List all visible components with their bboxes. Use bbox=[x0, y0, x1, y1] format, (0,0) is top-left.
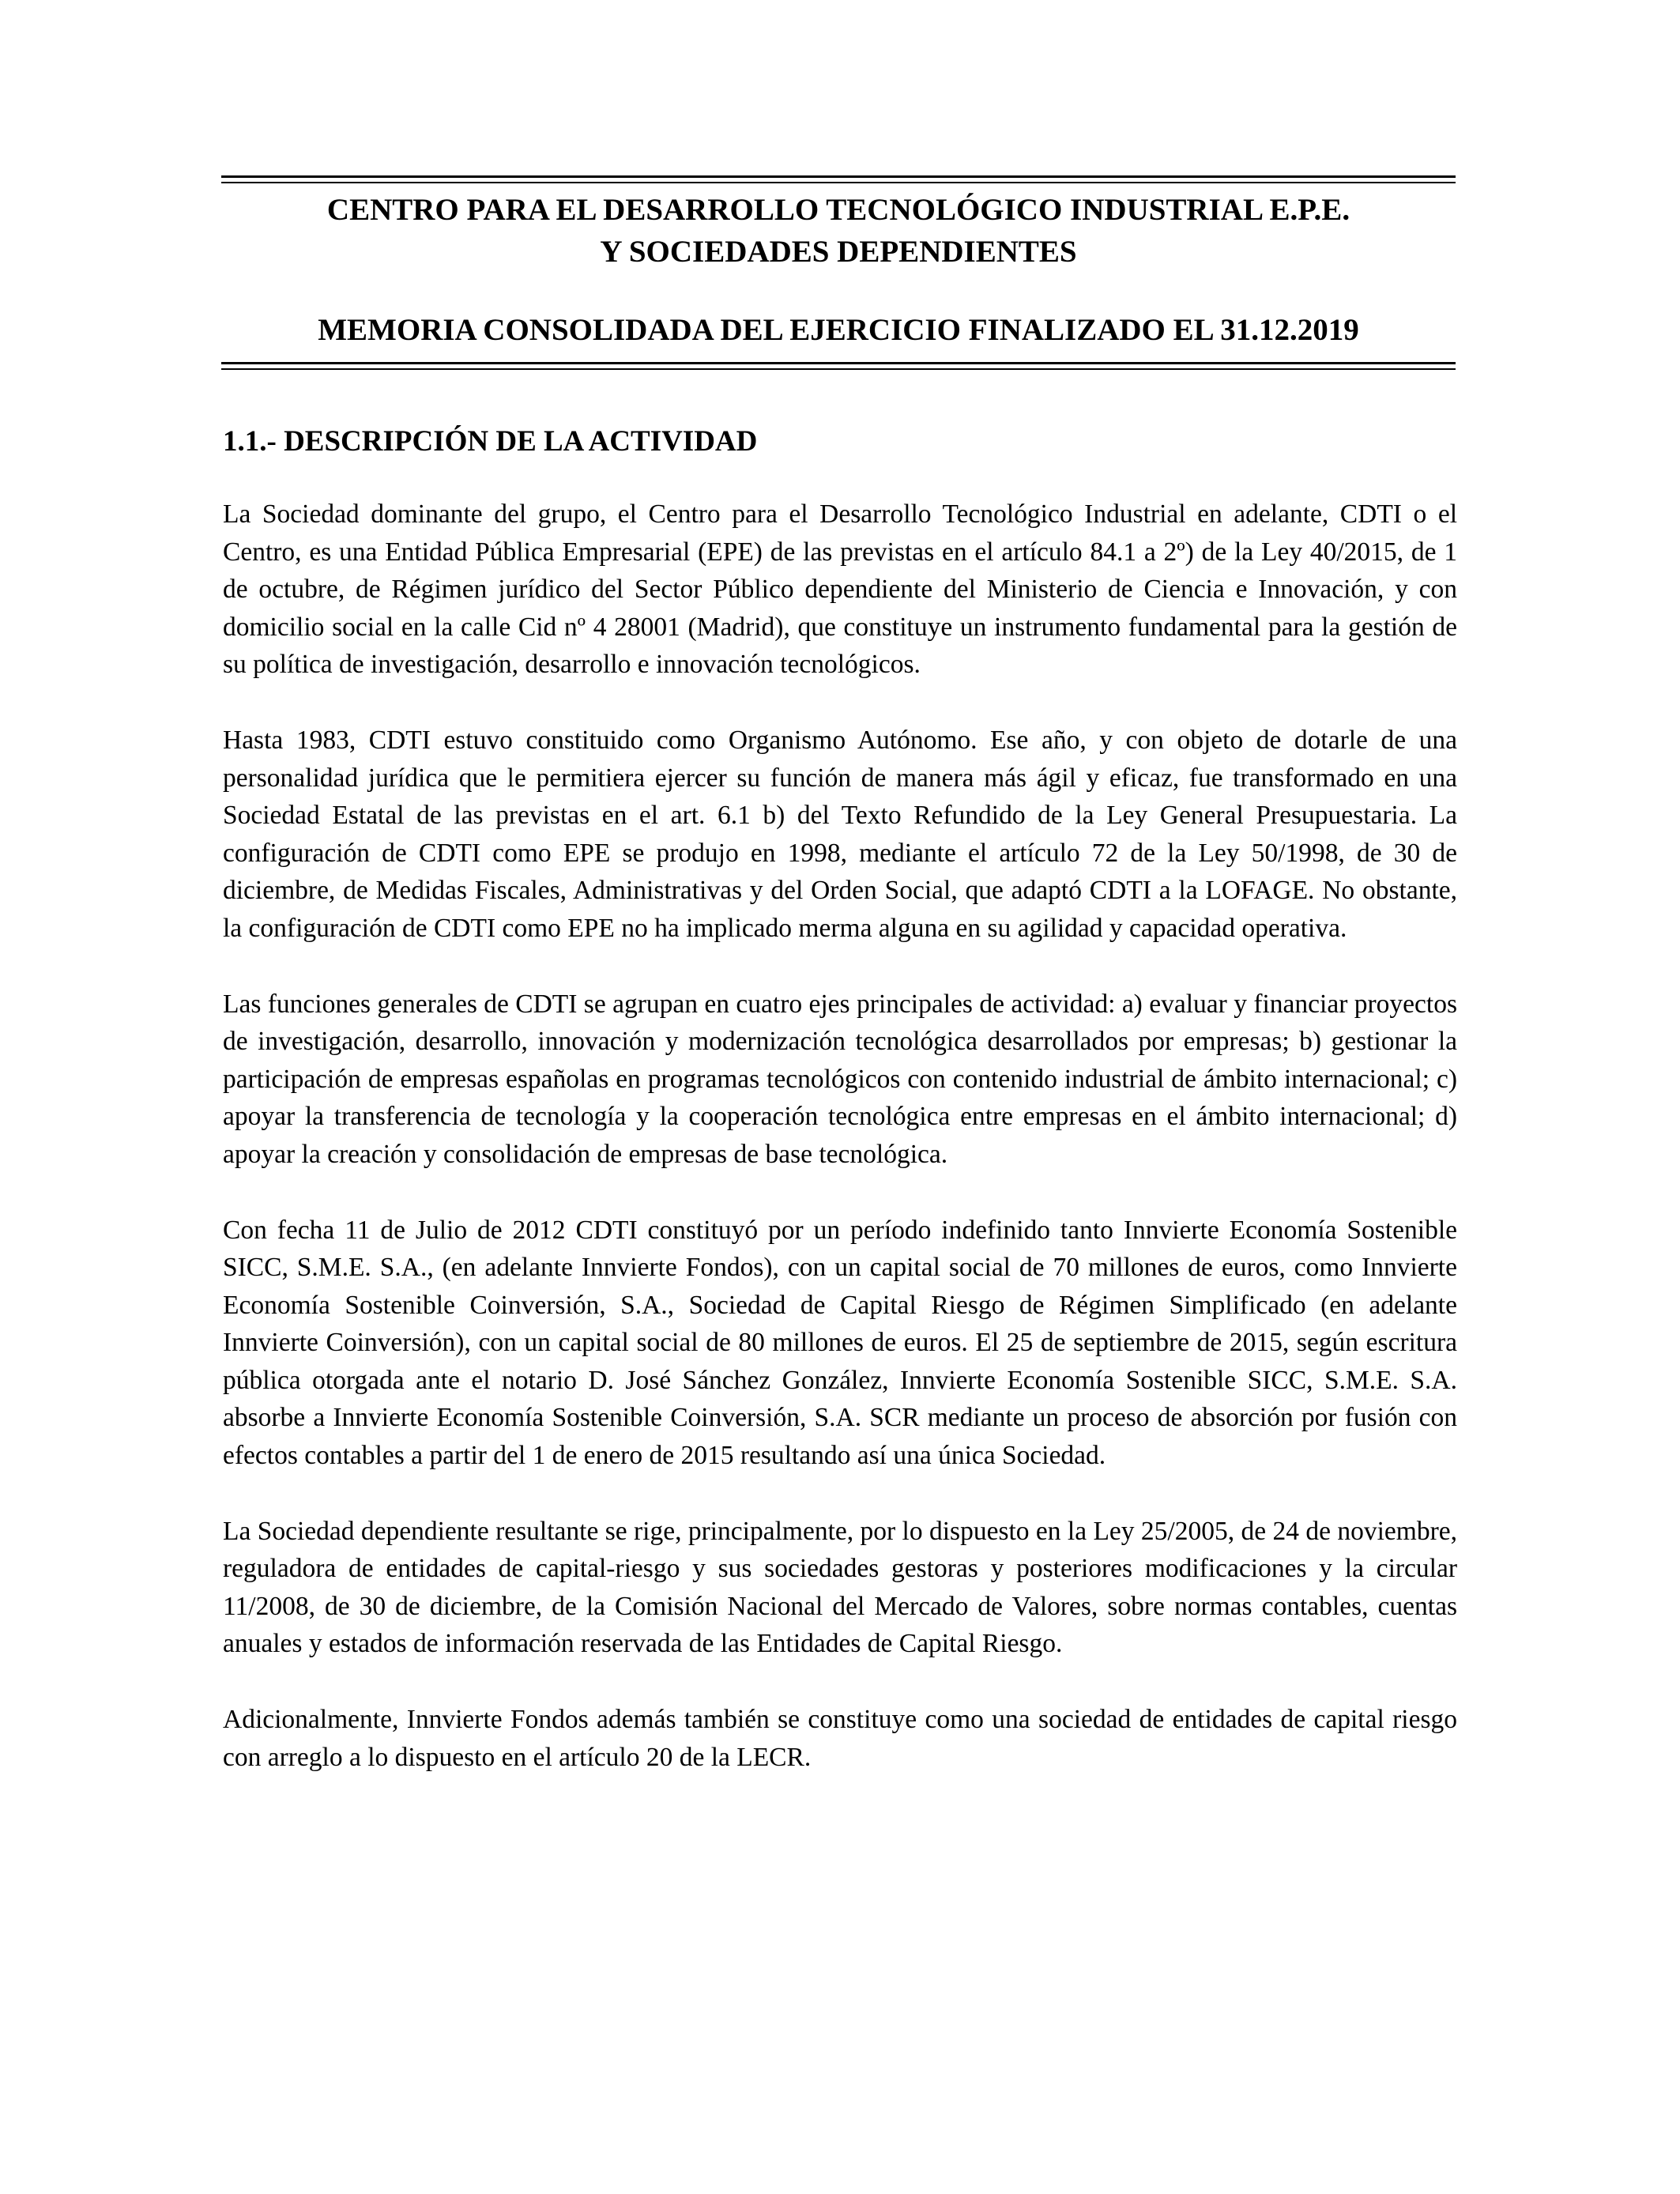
paragraph-6: Adicionalmente, Innvierte Fondos además también se constituye como una sociedad de entidades de capital riesgo con arreglo a lo dispuesto en el artículo 20 de la LECR. bbox=[223, 1705, 1457, 1772]
header-organization-subtitle: Y SOCIEDADES DEPENDIENTES bbox=[600, 235, 1077, 269]
header-top-rule bbox=[221, 175, 1456, 178]
section-heading: 1.1.- DESCRIPCIÓN DE LA ACTIVIDAD bbox=[223, 425, 758, 458]
paragraph-1: La Sociedad dominante del grupo, el Centro para el Desarrollo Tecnológico Industrial en adelante, CDTI o el Centro, es una Entidad Pública Empresarial (EPE) de las previstas en el artículo 84.1 a 2º) de la Ley 40/2015, de 1 de octubre, de Régimen jurídico del Sector Público dependiente del Ministerio de Ciencia e Innovación, y con domicilio social en la calle Cid nº 4 28001 (Madrid), que constituye un instrumento fundamental para la gestión de su política de investigación, desarrollo e innovación tecnológicos. bbox=[223, 499, 1457, 680]
header-report-title: MEMORIA CONSOLIDADA DEL EJERCICIO FINALIZADO EL 31.12.2019 bbox=[318, 313, 1359, 347]
document-header bbox=[221, 175, 1456, 364]
paragraph-4: Con fecha 11 de Julio de 2012 CDTI constituyó por un período indefinido tanto Innvierte Economía Sostenible SICC, S.M.E. S.A., (en adelante Innvierte Fondos), con un capital social de 70 millones de euros, como Innvierte Economía Sostenible Coinversión, S.A., Sociedad de Capital Riesgo de Régimen Simplificado (en adelante Innvierte Coinversión), con un capital social de 80 millones de euros. El 25 de septiembre de 2015, según escritura pública otorgada ante el notario D. José Sánchez González, Innvierte Economía Sostenible SICC, S.M.E. S.A. absorbe a Innvierte Economía Sostenible Coinversión, S.A. SCR mediante un proceso de absorción por fusión con efectos contables a partir del 1 de enero de 2015 resultando así una única Sociedad. bbox=[223, 1215, 1457, 1471]
header-organization-title: CENTRO PARA EL DESARROLLO TECNOLÓGICO INDUSTRIAL E.P.E. bbox=[326, 193, 1350, 227]
paragraph-5: La Sociedad dependiente resultante se rige, principalmente, por lo dispuesto en la Ley 25/2005, de 24 de noviembre, reguladora de entidades de capital-riesgo y sus sociedades gestoras y posteriores modificaciones y la circular 11/2008, de 30 de diciembre, de la Comisión Nacional del Mercado de Valores, sobre normas contables, cuentas anuales y estados de información reservada de las Entidades de Capital Riesgo. bbox=[223, 1516, 1457, 1659]
section-body bbox=[223, 496, 1457, 1814]
paragraph-3: Las funciones generales de CDTI se agrupan en cuatro ejes principales de actividad: a) evaluar y financiar proyectos de investigación, desarrollo, innovación y modernización tecnológica desarrollados por empresas; b) gestionar la participación de empresas españolas en programas tecnológicos con contenido industrial de ámbito internacional; c) apoyar la transferencia de tecnología y la cooperación tecnológica entre empresas en el ámbito internacional; d) apoyar la creación y consolidación de empresas de base tecnológica. bbox=[223, 989, 1457, 1169]
paragraph-2: Hasta 1983, CDTI estuvo constituido como Organismo Autónomo. Ese año, y con objeto de dotarle de una personalidad jurídica que le permitiera ejercer su función de manera más ágil y eficaz, fue transformado en una Sociedad Estatal de las previstas en el art. 6.1 b) del Texto Refundido de la Ley General Presupuestaria. La configuración de CDTI como EPE se produjo en 1998, mediante el artículo 72 de la Ley 50/1998, de 30 de diciembre, de Medidas Fiscales, Administrativas y del Orden Social, que adaptó CDTI a la LOFAGE. No obstante, la configuración de CDTI como EPE no ha implicado merma alguna en su agilidad y capacidad operativa. bbox=[223, 725, 1457, 943]
header-bottom-rule bbox=[221, 362, 1456, 364]
